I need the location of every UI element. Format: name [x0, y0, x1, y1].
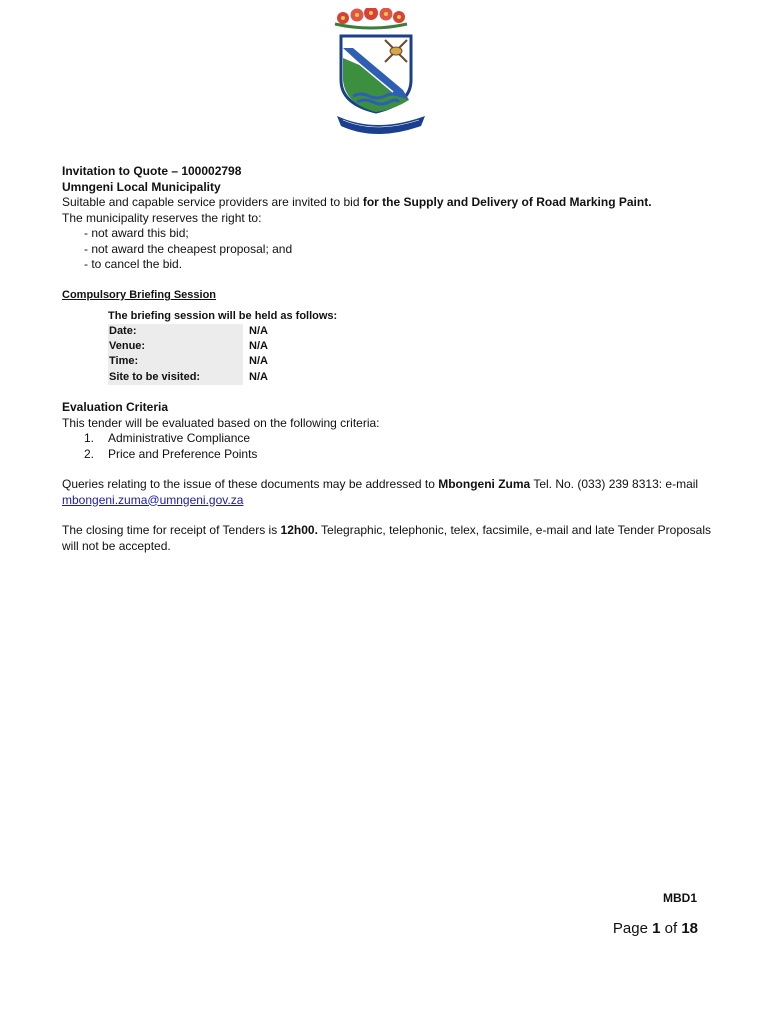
- briefing-row-value: N/A: [249, 340, 268, 353]
- briefing-row-value: N/A: [249, 325, 268, 337]
- reserves-text: The municipality reserves the right to:: [62, 210, 262, 225]
- closing-line2: will not be accepted.: [62, 538, 171, 553]
- briefing-row: [108, 339, 337, 354]
- briefing-row-value: N/A: [249, 355, 268, 368]
- evaluation-item-number: 1.: [84, 431, 95, 445]
- evaluation-intro: This tender will be evaluated based on the following criteria:: [62, 415, 380, 430]
- right-item: - not award this bid;: [84, 226, 189, 240]
- evaluation-item-text: Administrative Compliance: [108, 431, 251, 445]
- closing-paragraph: [62, 523, 711, 539]
- evaluation-item-text: Price and Preference Points: [108, 446, 258, 461]
- page-current: 1: [652, 920, 661, 937]
- evaluation-item: [62, 431, 380, 447]
- email-link[interactable]: mbongeni.zuma@umngeni.gov.za: [62, 492, 244, 507]
- page-of: of: [660, 920, 682, 937]
- municipality-name: Umngeni Local Municipality: [62, 179, 221, 194]
- form-code: MBD1: [662, 891, 697, 905]
- briefing-table: [108, 309, 337, 385]
- municipal-coat-of-arms-logo: [331, 8, 431, 136]
- invitation-title: Invitation to Quote – 100002798: [62, 164, 242, 178]
- briefing-row-label: Site to be visited:: [108, 370, 243, 385]
- briefing-row: [108, 354, 337, 369]
- briefing-row-label: Time:: [108, 354, 243, 369]
- page-word: Page: [612, 920, 653, 937]
- briefing-caption: The briefing session will be held as follows:: [108, 310, 338, 322]
- intro-bold-text: for the Supply and Delivery of Road Marking Paint.: [362, 195, 652, 209]
- queries-contact: Mbongeni Zuma: [438, 477, 531, 491]
- briefing-row: [108, 370, 337, 385]
- right-item: - not award the cheapest proposal; and: [84, 241, 293, 256]
- evaluation-item: [62, 447, 380, 463]
- evaluation-item-number: 2.: [84, 446, 95, 461]
- intro-text: Suitable and capable service providers are invited to bid: [62, 195, 363, 209]
- page-total: 18: [681, 920, 698, 937]
- crest-flowers: [335, 8, 407, 28]
- briefing-row-label: Date:: [108, 324, 243, 339]
- queries-tel: Tel. No. (033) 239 8313: e-mail: [530, 477, 699, 491]
- intro-paragraph: [62, 195, 652, 211]
- right-item: - to cancel the bid.: [84, 257, 183, 271]
- queries-paragraph: [62, 477, 698, 493]
- evaluation-title: Evaluation Criteria: [62, 400, 169, 414]
- briefing-title: Compulsory Briefing Session: [62, 289, 217, 301]
- page-number: [613, 920, 698, 937]
- queries-text: Queries relating to the issue of these documents may be addressed to: [62, 477, 439, 491]
- briefing-row-value: N/A: [249, 370, 268, 383]
- closing-text: The closing time for receipt of Tenders is: [62, 523, 281, 537]
- closing-time: 12h00.: [280, 523, 318, 537]
- briefing-row-label: Venue:: [108, 339, 243, 354]
- briefing-row: [108, 324, 337, 339]
- closing-rest: Telegraphic, telephonic, telex, facsimile, e-mail and late Tender Proposals: [317, 523, 712, 537]
